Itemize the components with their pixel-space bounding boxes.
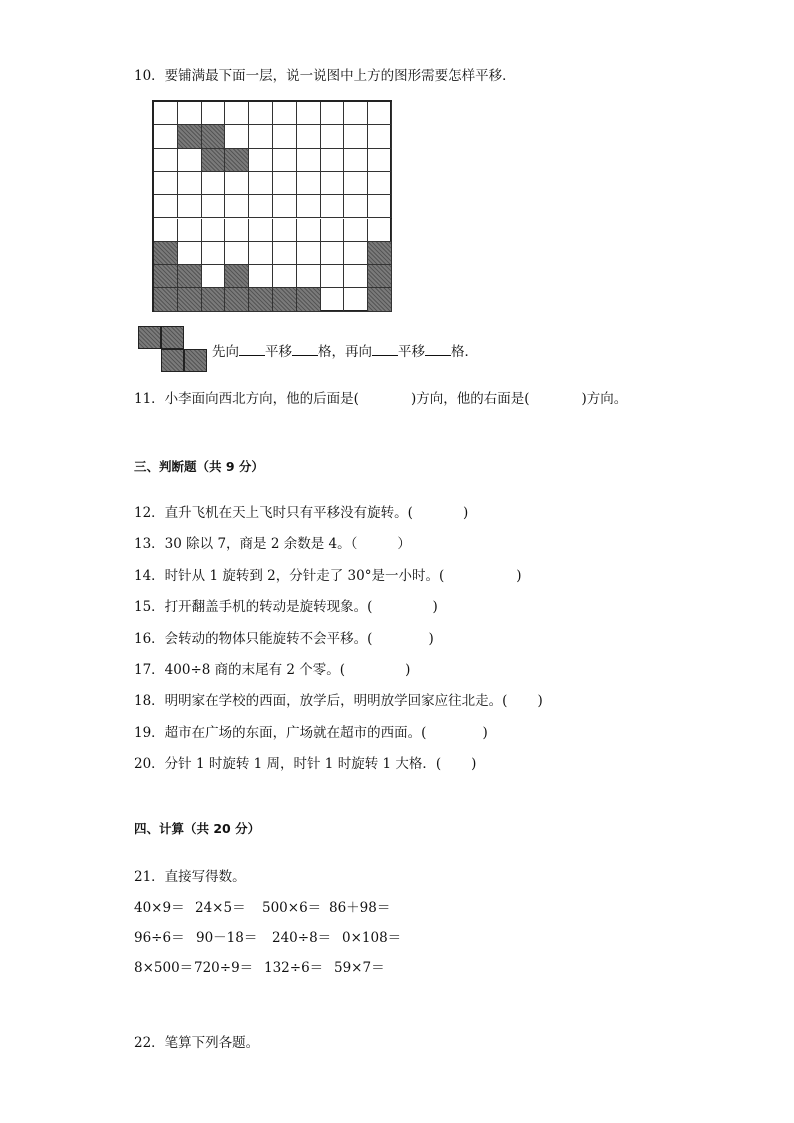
grid-cell <box>178 149 202 172</box>
judgment-question: 18．明明家在学校的西面，放学后，明明放学回家应往北走。( ) <box>134 693 543 710</box>
grid-cell <box>297 195 321 218</box>
calc-item: 0×108＝ <box>342 930 402 946</box>
grid-cell-filled <box>368 288 392 311</box>
grid-cell <box>154 172 178 195</box>
calc-item: 40×9＝ <box>134 900 185 916</box>
grid-cell <box>368 125 392 148</box>
calc-item: 132÷6＝ <box>264 960 324 976</box>
grid-cell <box>321 242 345 265</box>
grid-cell <box>321 125 345 148</box>
grid-cell <box>344 242 368 265</box>
grid-cell <box>273 102 297 125</box>
grid-cell-filled <box>178 265 202 288</box>
grid-cell <box>321 195 345 218</box>
grid-cell-filled <box>225 149 249 172</box>
grid-cell <box>344 265 368 288</box>
grid-cell <box>344 102 368 125</box>
answer-blank-steps-2[interactable] <box>425 343 451 356</box>
grid-cell <box>273 195 297 218</box>
grid-cell <box>225 172 249 195</box>
grid-cell <box>202 172 226 195</box>
question-10: 10．要铺满最下面一层，说一说图中上方的图形需要怎样平移． <box>134 68 516 84</box>
grid-cell <box>249 172 273 195</box>
grid-cell-filled <box>154 265 178 288</box>
grid-cell <box>202 195 226 218</box>
question-21-title: 21．直接写得数。 <box>134 869 246 885</box>
judgment-question: 12．直升飞机在天上飞时只有平移没有旋转。( ) <box>134 505 469 521</box>
grid-cell <box>249 102 273 125</box>
grid-cell <box>202 242 226 265</box>
grid-cell <box>225 125 249 148</box>
grid-cell <box>225 195 249 218</box>
grid-cell-filled <box>178 125 202 148</box>
grid-cell <box>321 172 345 195</box>
grid-cell-filled <box>225 288 249 311</box>
answer-text: 格，再向 <box>318 344 372 360</box>
grid-cell <box>321 102 345 125</box>
grid-cell <box>344 219 368 242</box>
judgment-question: 14．时针从 1 旋转到 2，分针走了 30°是一小时。( ) <box>134 567 522 584</box>
grid-cell <box>297 125 321 148</box>
grid-cell <box>202 265 226 288</box>
grid-cell-filled <box>368 242 392 265</box>
answer-text: 平移 <box>398 344 425 360</box>
grid-cell-filled <box>154 242 178 265</box>
grid-cell <box>297 149 321 172</box>
grid-cell-filled <box>273 288 297 311</box>
grid-cell <box>154 149 178 172</box>
grid-cell <box>225 219 249 242</box>
grid-cell <box>202 219 226 242</box>
grid-cell-filled <box>368 265 392 288</box>
answer-blank-steps-1[interactable] <box>292 343 318 356</box>
grid-cell <box>249 195 273 218</box>
judgment-question: 15．打开翻盖手机的转动是旋转现象。( ) <box>134 599 438 616</box>
grid-cell <box>178 242 202 265</box>
grid-cell-filled <box>202 149 226 172</box>
grid-cell <box>178 172 202 195</box>
grid-cell <box>297 172 321 195</box>
grid-cell <box>249 242 273 265</box>
grid-cell <box>249 125 273 148</box>
judgment-question: 20．分针 1 时旋转 1 周，时针 1 时旋转 1 大格．( ) <box>134 756 477 773</box>
grid-cell <box>249 265 273 288</box>
grid-cell <box>297 265 321 288</box>
grid-cell-filled <box>202 125 226 148</box>
judgment-question: 19．超市在广场的东面，广场就在超市的西面。( ) <box>134 724 488 741</box>
grid-cell <box>178 102 202 125</box>
grid-cell <box>154 125 178 148</box>
grid-cell <box>154 219 178 242</box>
piece-cell <box>161 349 184 372</box>
calc-item: 720÷9＝ <box>194 960 254 976</box>
grid-cell <box>154 102 178 125</box>
grid-cell <box>368 219 392 242</box>
grid-cell <box>321 288 345 311</box>
grid-cell <box>297 242 321 265</box>
grid-cell-filled <box>202 288 226 311</box>
judgment-question: 17．400÷8 商的末尾有 2 个零。( ) <box>134 662 411 678</box>
grid-cell <box>297 102 321 125</box>
answer-blank-direction-1[interactable] <box>239 343 265 356</box>
answer-text: 格． <box>451 344 478 360</box>
q10-answer-line <box>212 343 478 361</box>
translation-grid <box>152 100 392 312</box>
answer-blank-direction-2[interactable] <box>372 343 398 356</box>
grid-cell <box>273 219 297 242</box>
calc-item: 96÷6＝ <box>134 930 185 946</box>
calc-item: 90－18＝ <box>196 930 258 946</box>
answer-text: 平移 <box>265 344 292 360</box>
judgment-question: 16．会转动的物体只能旋转不会平移。( ) <box>134 630 434 647</box>
answer-text: 先向 <box>212 344 239 360</box>
calc-item: 24×5＝ <box>195 900 246 916</box>
grid-cell-filled <box>225 265 249 288</box>
calc-item: 59×7＝ <box>334 960 385 976</box>
grid-cell <box>225 102 249 125</box>
grid-cell-filled <box>249 288 273 311</box>
grid-cell <box>368 149 392 172</box>
grid-cell <box>178 195 202 218</box>
grid-cell <box>344 195 368 218</box>
grid-cell-filled <box>178 288 202 311</box>
question-11: 11．小李面向西北方向，他的后面是( )方向，他的右面是( )方向。 <box>134 391 628 407</box>
grid-cell <box>321 219 345 242</box>
grid-cell-filled <box>297 288 321 311</box>
grid-cell <box>273 149 297 172</box>
grid-cell <box>273 265 297 288</box>
grid-cell <box>225 242 249 265</box>
grid-cell <box>344 172 368 195</box>
piece-cell <box>161 326 184 349</box>
grid-cell <box>178 219 202 242</box>
piece-cell <box>138 326 161 349</box>
grid-cell <box>154 195 178 218</box>
grid-cell <box>368 102 392 125</box>
calc-item: 500×6＝ <box>262 900 322 916</box>
calc-item: 240÷8＝ <box>272 930 332 946</box>
section-3-title: 三、判断题（共 9 分） <box>134 459 264 474</box>
section-4-title: 四、计算（共 20 分） <box>134 821 261 836</box>
grid-cell <box>273 242 297 265</box>
grid-cell <box>321 265 345 288</box>
grid-cell <box>202 102 226 125</box>
grid-cell <box>273 125 297 148</box>
piece-cell <box>184 349 207 372</box>
grid-cell <box>249 219 273 242</box>
grid-cell <box>344 125 368 148</box>
grid-cell <box>368 172 392 195</box>
grid-cell <box>368 195 392 218</box>
grid-cell <box>297 219 321 242</box>
grid-cell <box>344 288 368 311</box>
calc-item: 8×500＝ <box>134 960 194 976</box>
grid-cell <box>249 149 273 172</box>
grid-cell-filled <box>154 288 178 311</box>
grid-cell <box>344 149 368 172</box>
judgment-question: 13．30 除以 7，商是 2 余数是 4。（ ） <box>134 536 411 553</box>
calc-item: 86＋98＝ <box>329 900 391 916</box>
grid-cell <box>321 149 345 172</box>
grid-cell <box>273 172 297 195</box>
question-22-title: 22．笔算下列各题。 <box>134 1035 260 1051</box>
